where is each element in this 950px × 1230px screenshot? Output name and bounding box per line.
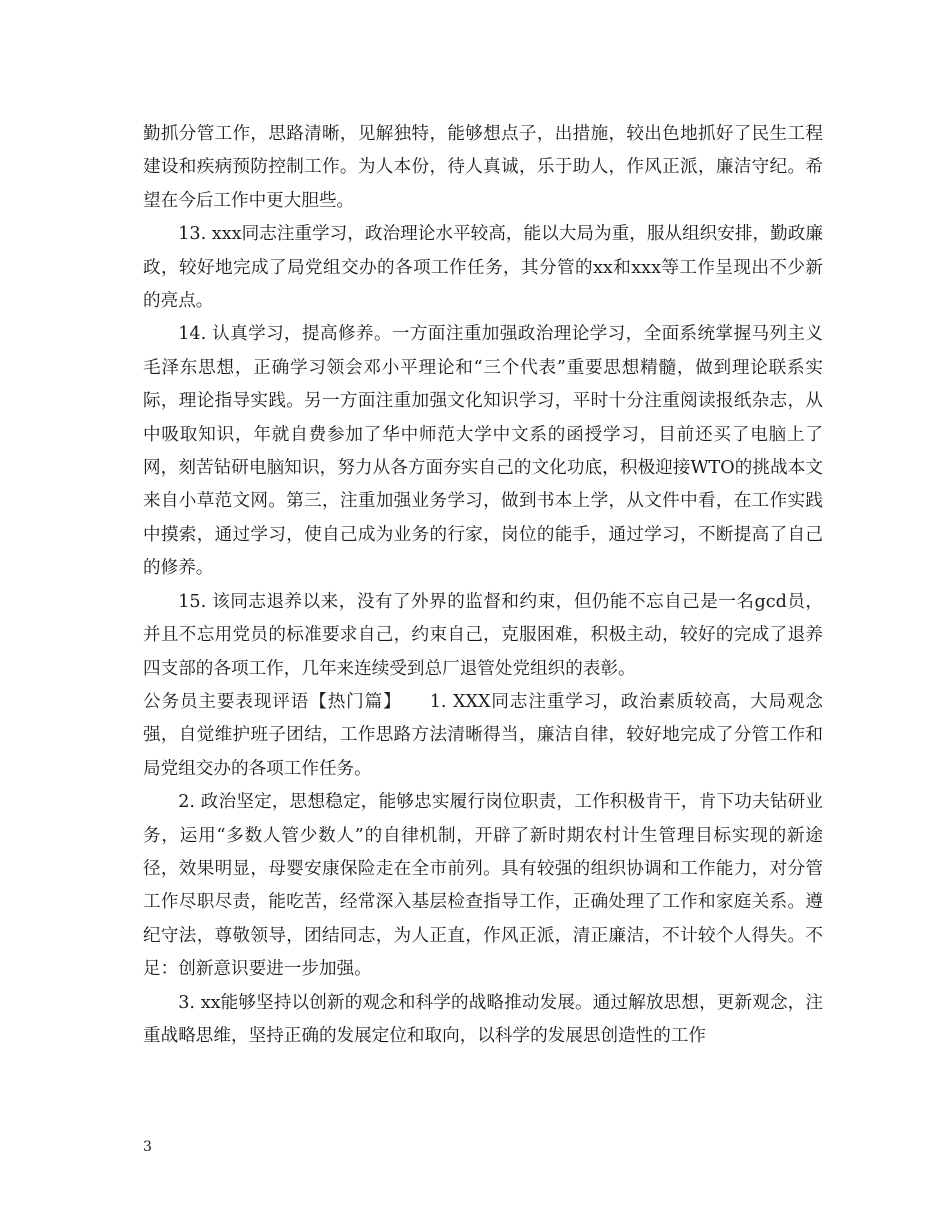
paragraph-item-13: 13. xxx同志注重学习，政治理论水平较高，能以大局为重，服从组织安排，勤政廉政，较好地完成了局党组交办的各项工作任务，其分管的xx和xxx等工作呈现出不少新的亮点。 bbox=[143, 224, 823, 312]
paragraph-item-3: 3. xx能够坚持以创新的观念和科学的战略推动发展。通过解放思想，更新观念，注重战略思维，坚持正确的发展定位和取向，以科学的发展思创造性的工作 bbox=[143, 992, 823, 1046]
paragraph-item-14: 14. 认真学习，提高修养。一方面注重加强政治理论学习，全面系统掌握马列主义毛泽东思想，正确学习领会邓小平理论和“三个代表”重要思想精髓，做到理论联系实际，理论指导实践。另一方面注重加强文化知识学习，平时十分注重阅读报纸杂志，从中吸取知识，年就自费参加了华中师范大学中文系的函授学习，目前还买了电脑上了网，刻苦钻研电脑知识，努力从各方面夯实自己的文化功底，积极迎接WTO的挑战本文来自小草范文网。第三，注重加强业务学习，做到书本上学，从文件中看，在工作实践中摸索，通过学习，使自己成为业务的行家，岗位的能手，通过学习，不断提高了自己的修养。 bbox=[143, 324, 823, 579]
paragraph-item-15: 15. 该同志退养以来，没有了外界的监督和约束，但仍能不忘自己是一名gcd员，并且不忘用党员的标准要求自己，约束自己，克服困难，积极主动，较好的完成了退养四支部的各项工作，几年来连续受到总厂退管处党组织的表彰。 bbox=[143, 591, 823, 679]
page-number: 3 bbox=[143, 1139, 152, 1155]
document-body bbox=[143, 118, 823, 1053]
section-heading-paragraph: 公务员主要表现评语【热门篇】 1. XXX同志注重学习，政治素质较高，大局观念强，自觉维护班子团结，工作思路方法清晰得当，廉洁自律，较好地完成了分管工作和局党组交办的各项工作任务。 bbox=[143, 691, 823, 779]
paragraph-continuation: 勤抓分管工作，思路清晰，见解独特，能够想点子，出措施，较出色地抓好了民生工程建设和疾病预防控制工作。为人本份，待人真诚，乐于助人，作风正派，廉洁守纪。希望在今后工作中更大胆些。 bbox=[143, 124, 823, 211]
paragraph-item-2: 2. 政治坚定，思想稳定，能够忠实履行岗位职责，工作积极肯干，肯下功夫钻研业务，运用“多数人管少数人”的自律机制，开辟了新时期农村计生管理目标实现的新途径，效果明显，母婴安康保险走在全市前列。具有较强的组织协调和工作能力，对分管工作尽职尽责，能吃苦，经常深入基层检查指导工作，正确处理了工作和家庭关系。遵纪守法，尊敬领导，团结同志，为人正直，作风正派，清正廉洁，不计较个人得失。不足：创新意识要进一步加强。 bbox=[143, 792, 823, 980]
